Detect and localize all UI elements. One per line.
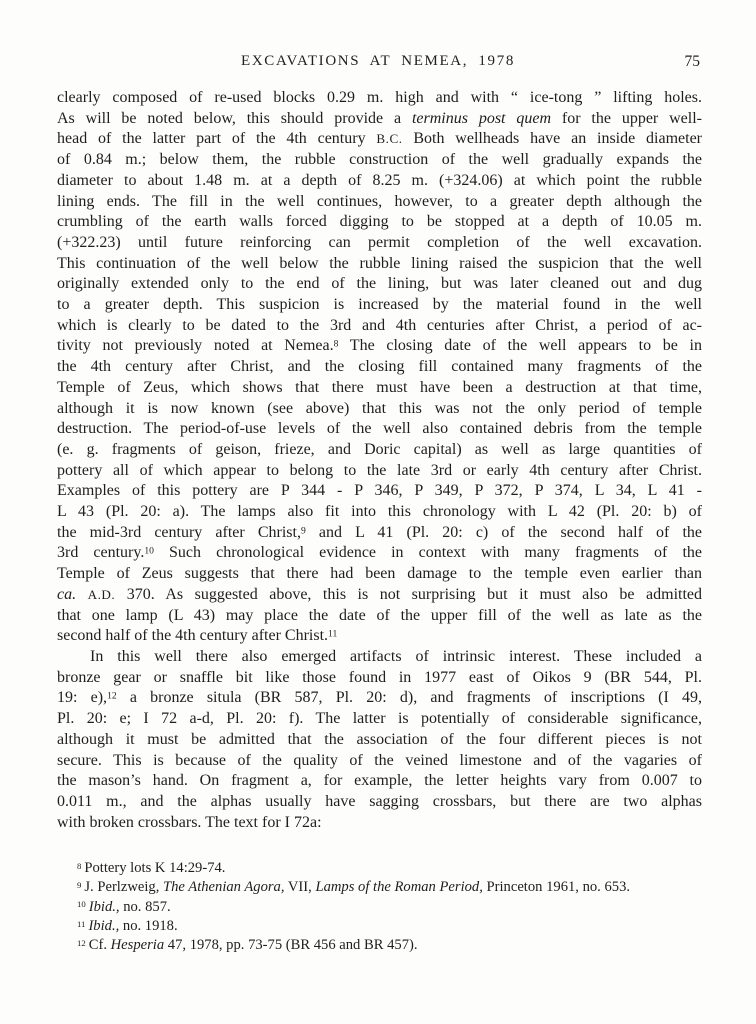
footnote-reference: 10 (144, 545, 154, 557)
italic-text: terminus post quem (411, 109, 552, 127)
footnote-number: 11 (77, 918, 86, 929)
footnote-reference: 9 (300, 525, 306, 537)
body-text-line (57, 88, 702, 109)
body-text-line (57, 274, 702, 295)
italic-text: Ibid., (88, 917, 120, 934)
footnote-number: 12 (77, 937, 86, 948)
small-caps-text: B.C. (376, 131, 403, 147)
body-text-line (57, 109, 702, 130)
text-run: VII, (284, 879, 316, 896)
text-run: to a greater depth. This suspicion is increased by the material found in the well (57, 296, 702, 314)
body-text-line (57, 585, 702, 606)
body-text-line (57, 129, 702, 150)
text-run: that one lamp (L 43) may place the date of the upper fill of the well as late as the (57, 606, 702, 624)
italic-text: Ibid., (88, 898, 120, 915)
body-text-line (57, 357, 702, 378)
text-run: no. 857. (119, 898, 171, 915)
body-text-line (57, 606, 702, 627)
text-run: Princeton 1961, no. 653. (482, 879, 631, 896)
text-run: second half of the 4th century after Christ. (57, 627, 329, 645)
text-run: and L 41 (Pl. 20: c) of the second half of the (305, 523, 702, 541)
running-header (0, 53, 756, 73)
body-text-line (57, 502, 702, 523)
body-text-line (57, 792, 702, 813)
text-run: The closing date of the well appears to be in (338, 337, 702, 355)
text-run: Such chronological evidence in context with many fragments of the (153, 544, 703, 562)
body-text-line (57, 461, 702, 482)
body-text-line (57, 751, 702, 772)
text-run: the mid-3rd century after Christ, (57, 523, 301, 541)
body-text-line (57, 254, 702, 275)
text-run: for the upper well- (551, 109, 702, 127)
text-run: the mason’s hand. On fragment a, for example, the letter heights vary from 0.007 to (57, 772, 702, 790)
text-run: bronze gear or snaffle bit like those found in 1977 east of Oikos 9 (BR 544, Pl. (57, 668, 702, 686)
body-text-line (57, 709, 702, 730)
body-text-line (57, 771, 702, 792)
text-run: although it must be admitted that the association of the four different pieces is not (57, 730, 702, 748)
text-run: originally extended only to the end of the lining, but was later cleaned out and dug (57, 275, 702, 293)
text-run: 3rd century. (57, 544, 145, 562)
body-text-line (57, 543, 702, 564)
text-run: L 43 (Pl. 20: a). The lamps also fit into this chronology with L 42 (Pl. 20: b) of (57, 503, 702, 521)
text-run: secure. This is because of the quality of the veined limestone and of the vagaries of (57, 751, 702, 769)
footnote-reference: 11 (328, 628, 338, 640)
text-run (76, 586, 88, 603)
footnote-number: 10 (77, 899, 86, 910)
body-text-line (57, 730, 702, 751)
body-text-line (57, 316, 702, 337)
text-run: 19: e), (57, 689, 108, 707)
body-text-line (57, 523, 702, 544)
body-text-line (57, 378, 702, 399)
body-text-line (57, 336, 702, 357)
text-run: pottery all of which appear to belong to the late 3rd or early 4th century after Christ. (57, 461, 702, 479)
text-run: (+322.23) until future reinforcing can permit completion of the well excavation. (57, 233, 702, 251)
page-number: 75 (684, 53, 700, 70)
text-run: Pl. 20: e; I 72 a-d, Pl. 20: f). The latter is potentially of considerable significance, (57, 710, 702, 728)
body-text-line (57, 481, 702, 502)
text-run: with broken crossbars. The text for I 72a: (57, 813, 322, 831)
body-text-line (57, 626, 702, 647)
italic-text: Hesperia (110, 937, 165, 954)
text-run: Temple of Zeus, which shows that there must have been a destruction at that time, (57, 378, 702, 396)
footnote (57, 898, 702, 917)
body-text-line (57, 440, 702, 461)
text-run: diameter to about 1.48 m. at a depth of 8.25 m. (+324.06) at which point the rubble (57, 171, 702, 189)
text-run: Examples of this pottery are P 344 - P 346, P 349, P 372, P 374, L 34, L 41 - (57, 482, 702, 500)
text-run: the 4th century after Christ, and the closing fill contained many fragments of the (57, 358, 702, 376)
text-run: J. Perlzweig, (84, 879, 164, 896)
text-run: no. 1918. (119, 917, 178, 934)
footnote-number: 8 (77, 860, 82, 871)
body-text-line (57, 212, 702, 233)
italic-text: ca. (57, 585, 77, 603)
footnote-number: 9 (77, 879, 82, 890)
text-run: a bronze situla (BR 587, Pl. 20: d), and fragments of inscriptions (I 49, (116, 689, 703, 707)
body-text-line (57, 647, 702, 668)
text-run: In this well there also emerged artifacts of intrinsic interest. These included a (90, 647, 702, 665)
text-run: 0.011 m., and the alphas usually have sagging crossbars, but there are two alphas (57, 792, 702, 810)
footnote-reference: 8 (333, 338, 339, 350)
body-text-line (57, 233, 702, 254)
text-run: As will be noted below, this should provide a (57, 109, 412, 127)
italic-text: Lamps of the Roman Period, (315, 879, 483, 896)
text-run: crumbling of the earth walls forced digging to be stopped at a depth of 10.05 m. (57, 213, 702, 231)
footnote (57, 917, 702, 936)
footnote (57, 859, 702, 878)
body-text-line (57, 668, 702, 689)
text-run: destruction. The period-of-use levels of the well also contained debris from the temple (57, 420, 702, 438)
text-run: Temple of Zeus suggests that there had been damage to the temple even earlier than (57, 565, 702, 583)
footnotes-section (57, 859, 702, 955)
body-text-line (57, 295, 702, 316)
footnote (57, 878, 702, 897)
text-run: clearly composed of re-used blocks 0.29 m. high and with “ ice-tong ” lifting holes. (57, 89, 702, 106)
text-run: This continuation of the well below the rubble lining raised the suspicion that the well (57, 254, 702, 272)
article-body (57, 88, 702, 833)
text-run: which is clearly to be dated to the 3rd and 4th centuries after Christ, a period of ac- (57, 316, 702, 334)
body-text-line (57, 150, 702, 171)
text-run: although it is now known (see above) that this was not the only period of temple (57, 399, 702, 417)
text-run: of 0.84 m.; below them, the rubble construction of the well gradually expands the (57, 151, 702, 169)
body-text-line (57, 192, 702, 213)
text-run: head of the latter part of the 4th century (57, 130, 377, 148)
page-title: EXCAVATIONS AT NEMEA, 1978 (241, 53, 515, 69)
text-run: 370. As suggested above, this is not surprising but it must also be admitted (115, 585, 703, 603)
text-run: tivity not previously noted at Nemea. (57, 337, 334, 355)
text-run: 47, 1978, pp. 73-75 (BR 456 and BR 457). (164, 937, 418, 954)
text-run: lining ends. The fill in the well continues, however, to a greater depth although the (57, 192, 702, 210)
text-run: Both wellheads have an inside diameter (402, 130, 702, 148)
text-run: Pottery lots K 14:29-74. (84, 860, 226, 876)
body-text-line (57, 813, 702, 834)
body-text-line (57, 171, 702, 192)
text-run: Cf. (88, 937, 111, 954)
body-text-line (57, 419, 702, 440)
body-text-line (57, 688, 702, 709)
footnote-reference: 12 (107, 690, 117, 702)
body-text-line (57, 564, 702, 585)
text-run: (e. g. fragments of geison, frieze, and Doric capital) as well as large quantities of (57, 440, 702, 458)
body-text-line (57, 399, 702, 420)
italic-text: The Athenian Agora, (163, 879, 285, 896)
footnote (57, 936, 702, 955)
small-caps-text: A.D. (87, 586, 116, 602)
